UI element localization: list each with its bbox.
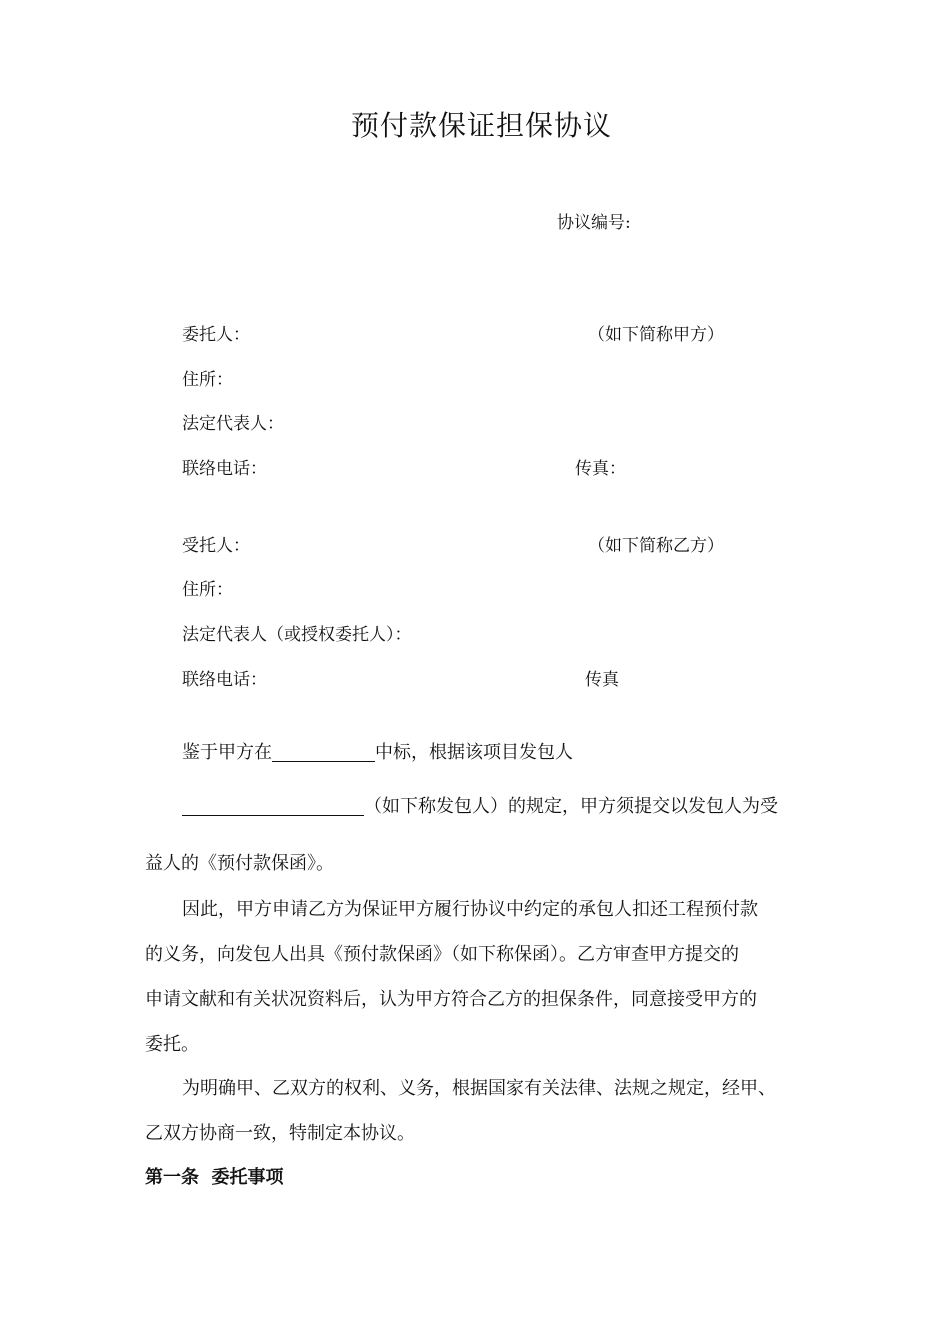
recital-line-3: 益人的《预付款保函》。 — [145, 853, 334, 874]
recital-line1-prefix: 鉴于甲方在 — [182, 742, 272, 763]
party-b-address-label: 住所： — [182, 580, 233, 600]
party-a-phone-label: 联络电话： — [182, 459, 267, 479]
party-b-phone-label: 联络电话： — [182, 670, 267, 690]
paragraph2-line-3: 申请文献和有关状况资料后，认为甲方符合乙方的担保条件，同意接受甲方的 — [145, 989, 757, 1010]
party-b-fax-label: 传真 — [585, 670, 619, 690]
paragraph2-line-1: 因此，甲方申请乙方为保证甲方履行协议中约定的承包人扣还工程预付款 — [182, 899, 758, 920]
party-a-legal-rep-label: 法定代表人： — [182, 414, 284, 434]
principal-label: 委托人： — [182, 325, 250, 345]
paragraph3-line-1: 为明确甲、乙双方的权利、义务，根据国家有关法律、法规之规定，经甲、 — [182, 1078, 776, 1099]
project-name-blank — [272, 743, 375, 762]
party-a-abbreviation: （如下简称甲方） — [588, 325, 724, 345]
agreement-number-label: 协议编号: — [557, 213, 631, 233]
recital-line2-suffix: （如下称发包人）的规定，甲方须提交以发包人为受 — [364, 796, 778, 817]
document-title: 预付款保证担保协议 — [351, 109, 613, 142]
employer-name-blank — [182, 797, 364, 816]
paragraph2-line-2: 的义务，向发包人出具《预付款保函》（如下称保函）。乙方审查甲方提交的 — [145, 944, 739, 965]
recital-line-1 — [182, 743, 573, 762]
paragraph3-line-2: 乙双方协商一致，特制定本协议。 — [145, 1123, 415, 1144]
recital-line1-suffix: 中标，根据该项目发包人 — [375, 742, 573, 763]
section-1-heading: 第一条 委托事项 — [145, 1167, 284, 1188]
party-a-fax-label: 传真： — [575, 459, 626, 479]
party-a-address-label: 住所： — [182, 370, 233, 390]
party-b-legal-rep-label: 法定代表人（或授权委托人）： — [182, 625, 412, 645]
agent-label: 受托人： — [182, 536, 250, 556]
recital-line-2 — [182, 797, 778, 816]
paragraph2-line-4: 委托。 — [145, 1034, 199, 1055]
party-b-abbreviation: （如下简称乙方） — [588, 536, 724, 556]
